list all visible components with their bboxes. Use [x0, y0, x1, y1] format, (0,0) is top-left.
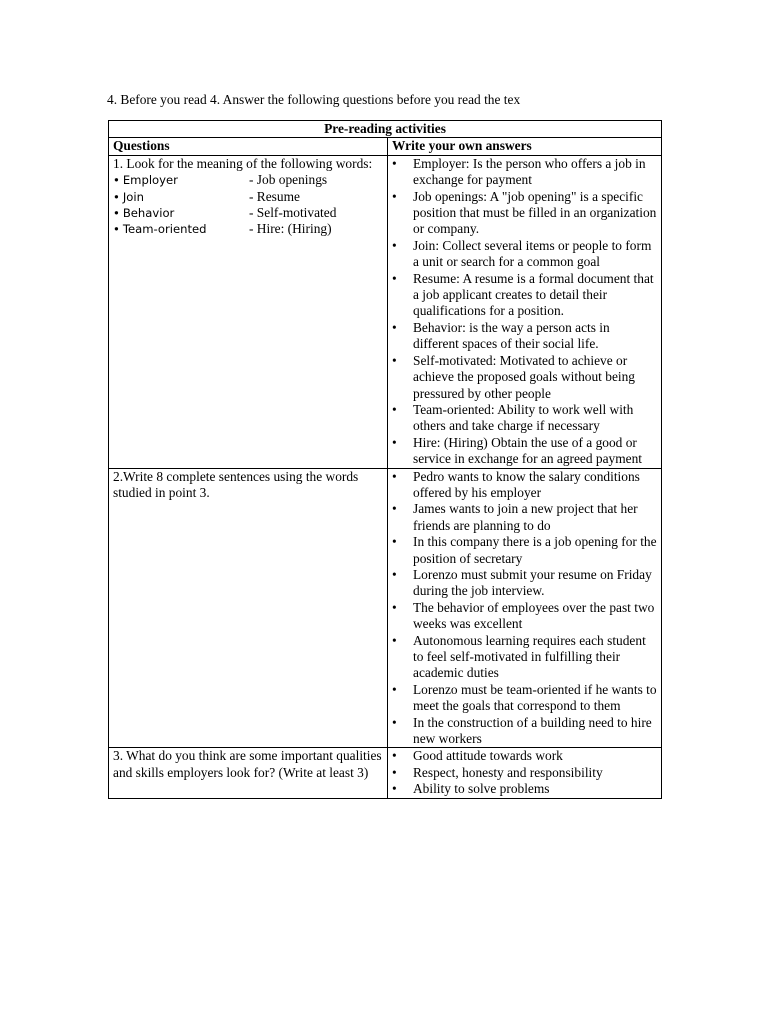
answer-item: • Join: Collect several items or people to form a unit or search for a common goal [392, 238, 657, 271]
question-text: 1. Look for the meaning of the following words: [113, 155, 373, 171]
question-cell [109, 155, 388, 468]
word-item: - Job openings [249, 172, 328, 188]
word-list [113, 172, 383, 238]
answer-item: • Pedro wants to know the salary conditions offered by his employer [392, 469, 657, 502]
question-text: 2.Write 8 complete sentences using the words studied in point 3. [113, 468, 359, 500]
table-header-row [109, 138, 662, 155]
question-cell [109, 468, 388, 748]
answer-cell [388, 155, 662, 468]
answer-item: • Behavior: is the way a person acts in different spaces of their social life. [392, 320, 657, 353]
answer-cell [388, 748, 662, 798]
word-item: • Join [113, 189, 249, 205]
answer-item: • Autonomous learning requires each student to feel self-motivated in fulfilling their academic duties [392, 633, 657, 682]
answers-header: Write your own answers [388, 138, 662, 155]
questions-header: Questions [109, 138, 388, 155]
table-row [109, 468, 662, 748]
answer-item: • Employer: Is the person who offers a job in exchange for payment [392, 156, 657, 189]
answer-item: • Self-motivated: Motivated to achieve or achieve the proposed goals without being pressured by other people [392, 353, 657, 402]
answer-item: • Ability to solve problems [392, 781, 657, 797]
question-text: 3. What do you think are some important qualities and skills employers look for? (Write at least 3) [113, 748, 382, 780]
table-row [109, 748, 662, 798]
word-item: - Self-motivated [249, 205, 337, 221]
table-title-row [109, 121, 662, 138]
answer-item: • Lorenzo must submit your resume on Friday during the job interview. [392, 567, 657, 600]
answer-item: • Job openings: A "job opening" is a specific position that must be filled in an organization or company. [392, 189, 657, 238]
answer-item: • Team-oriented: Ability to work well with others and take charge if necessary [392, 402, 657, 435]
intro-line: 4. Before you read 4. Answer the following questions before you read the tex [107, 92, 521, 107]
word-item: - Resume [249, 188, 300, 204]
answer-item: • Good attitude towards work [392, 748, 657, 764]
answer-list [392, 469, 657, 748]
word-item: • Team-oriented [113, 221, 249, 237]
answer-item: • In this company there is a job opening for the position of secretary [392, 534, 657, 567]
table-title: Pre-reading activities [109, 121, 662, 138]
answer-list [392, 156, 657, 468]
answer-item: • James wants to join a new project that her friends are planning to do [392, 501, 657, 534]
answer-item: • Resume: A resume is a formal document that a job applicant creates to detail their qualifications for a position. [392, 271, 657, 320]
pre-reading-table [108, 120, 662, 799]
table-row [109, 155, 662, 468]
word-item: • Behavior [113, 205, 249, 221]
word-item: - Hire: (Hiring) [249, 221, 332, 237]
answer-item: • Respect, honesty and responsibility [392, 765, 657, 781]
word-item: • Employer [113, 172, 249, 188]
answer-item: • Hire: (Hiring) Obtain the use of a good or service in exchange for an agreed payment [392, 435, 657, 468]
answer-item: • In the construction of a building need to hire new workers [392, 715, 657, 748]
answer-item: • Lorenzo must be team-oriented if he wants to meet the goals that correspond to them [392, 682, 657, 715]
question-cell [109, 748, 388, 798]
answer-cell [388, 468, 662, 748]
answer-list [392, 748, 657, 797]
answer-item: • The behavior of employees over the past two weeks was excellent [392, 600, 657, 633]
